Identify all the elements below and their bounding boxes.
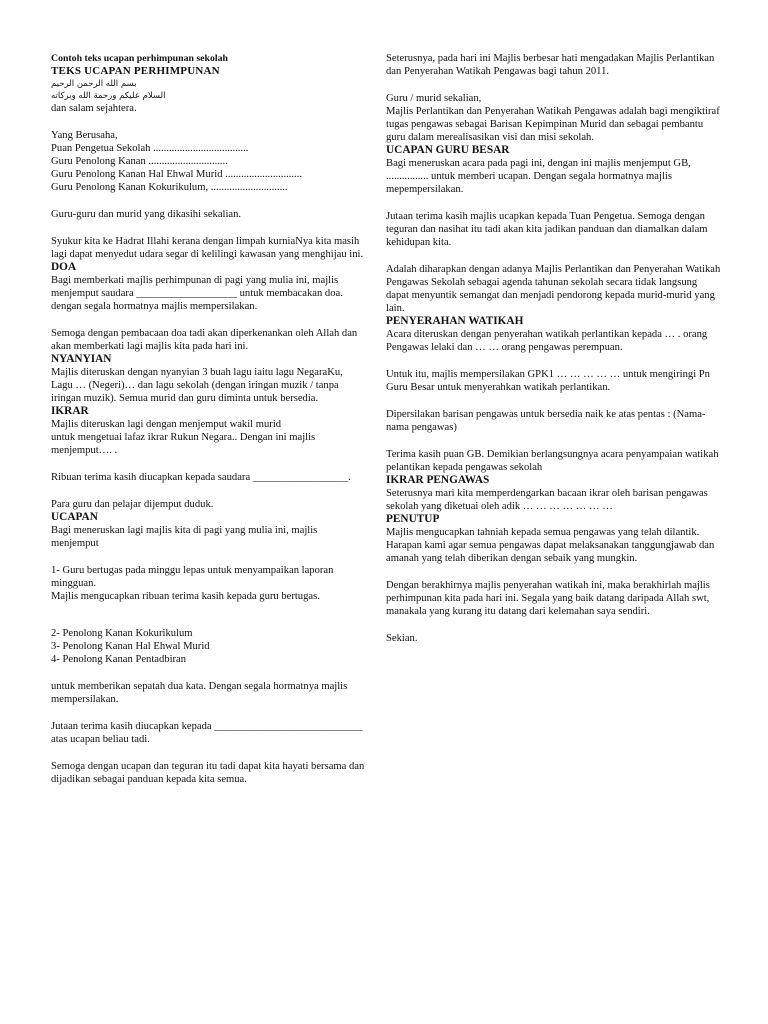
heading-ucapan: UCAPAN [51, 511, 98, 523]
paragraph-ribuan: Ribuan terima kasih diucapkan kepada saudara __________________. [51, 472, 351, 483]
paragraph-gb-2: Jutaan terima kasih majlis ucapkan kepada Tuan Pengetua. Semoga dengan teguran dan nasihat itu tadi akan kita jadikan panduan dan diamalkan dalam kehidupan kita. [386, 211, 708, 248]
paragraph-sekian: Sekian. [386, 633, 418, 644]
paragraph-penutup-1: Majlis mengucapkan tahniah kepada semua pengawas yang telah dilantik. Harapan kami agar semua pengawas dapat melaksanakan tanggungjawab dan amanah yang telah diberikan dengan sebaik yang mungkin. [386, 527, 715, 564]
heading-penutup: PENUTUP [386, 513, 440, 525]
left-column [51, 52, 367, 786]
paragraph-ucapan-1: Bagi meneruskan lagi majlis kita di pagi yang mulia ini, majlis menjemput [51, 525, 318, 549]
paragraph-gb-3: Adalah diharapkan dengan adanya Majlis Perlantikan dan Penyerahan Watikah Pengawas Sekolah sebagai agenda tahunan sekolah secara tidak langsung dapat menyuntik semangat dan menjadi pendorong kepada murid-murid yang lain. [386, 264, 721, 314]
arabic-salam: السلام عليكم ورحمة الله وبركاته [51, 91, 166, 101]
paragraph-ucapan-5: Jutaan terima kasih diucapkan kepada ____________________________ atas ucapan beliau tadi. [51, 721, 363, 745]
paragraph-ikrar: Majlis diteruskan lagi dengan menjemput wakil murid untuk mengetuai lafaz ikrar Rukun Negara.. Dengan ini majlis menjemput…. . [51, 419, 316, 456]
arabic-basmalah: بسم الله الرحمن الرحيم [51, 79, 137, 89]
paragraph-ucapan-2: 1- Guru bertugas pada minggu lepas untuk menyampaikan laporan mingguan. Majlis mengucapkan ribuan terima kasih kepada guru bertugas. [51, 565, 334, 602]
paragraph-penutup-2: Dengan berakhirnya majlis penyerahan watikah ini, maka berakhirlah majlis perhimpunan kita pada hari ini. Segala yang baik datang daripada Allah swt, manakala yang kurang itu datang dari kelemahan saya sendiri. [386, 580, 710, 617]
address-list: Yang Berusaha, Puan Pengetua Sekolah .................................... Guru Penolong Kanan .............................. Guru Penolong Kanan Hal Ehwal Murid ............................. Guru Penolong Kanan Kokurikulum, ............................. [51, 130, 302, 193]
heading-ucapan-guru-besar: UCAPAN GURU BESAR [386, 144, 510, 156]
heading-penyerahan-watikah: PENYERAHAN WATIKAH [386, 315, 524, 327]
paragraph-intro: Seterusnya, pada hari ini Majlis berbesar hati mengadakan Majlis Perlantikan dan Penyerahan Watikah Pengawas bagi tahun 2011. [386, 53, 715, 77]
paragraph-pw-4: Terima kasih puan GB. Demikian berlangsungnya acara penyampaian watikah pelantikan kepada pengawas sekolah [386, 449, 719, 473]
heading-ikrar: IKRAR [51, 405, 89, 417]
right-column [386, 52, 722, 645]
heading-nyanyian: NYANYIAN [51, 353, 112, 365]
paragraph-nyanyian: Majlis diteruskan dengan nyanyian 3 buah lagu iaitu lagu NegaraKu, Lagu … (Negeri)… dan lagu sekolah (dengan iringan muzik / tanpa iringan muzik). Semua murid dan guru diminta untuk bersedia. [51, 367, 343, 404]
paragraph-doa-2: Semoga dengan pembacaan doa tadi akan diperkenankan oleh Allah dan akan memberkati lagi majlis kita pada hari ini. [51, 328, 358, 352]
paragraph-greeting: Guru-guru dan murid yang dikasihi sekalian. [51, 209, 242, 220]
paragraph-syukur: Syukur kita ke Hadrat Illahi kerana dengan limpah kurniaNya kita masih lagi dapat menyedut udara segar di kelilingi kawasan yang menghijau ini. [51, 236, 364, 260]
paragraph-ikrar-pengawas: Seterusnya mari kita memperdengarkan bacaan ikrar oleh barisan pengawas sekolah yang diketuai oleh adik … … … … … … … [386, 488, 708, 512]
paragraph-doa-1: Bagi memberkati majlis perhimpunan di pagi yang mulia ini, majlis menjemput saudara ___________________ untuk membacakan doa. dengan segala hormatnya majlis mempersilakan. [51, 275, 343, 312]
salam-text: dan salam sejahtera. [51, 103, 137, 114]
paragraph-ucapan-3: 2- Penolong Kanan Kokurikulum 3- Penolong Kanan Hal Ehwal Murid 4- Penolong Kanan Pentadbiran [51, 628, 210, 665]
paragraph-pw-2: Untuk itu, majlis mempersilakan GPK1 … … … … … untuk mengiringi Pn Guru Besar untuk menyerahkan watikah perlantikan. [386, 369, 710, 393]
paragraph-ucapan-6: Semoga dengan ucapan dan teguran itu tadi dapat kita hayati bersama dan dijadikan sebagai panduan kepada kita semua. [51, 761, 365, 785]
heading-ikrar-pengawas: IKRAR PENGAWAS [386, 474, 490, 486]
document-caption: Contoh teks ucapan perhimpunan sekolah [51, 53, 228, 64]
paragraph-gb-1: Bagi meneruskan acara pada pagi ini, dengan ini majlis menjemput GB, ................ untuk memberi ucapan. Dengan segala hormatnya majlis mepempersilakan. [386, 158, 691, 195]
speech-title: TEKS UCAPAN PERHIMPUNAN [51, 65, 220, 77]
paragraph-ucapan-4: untuk memberikan sepatah dua kata. Dengan segala hormatnya majlis mempersilakan. [51, 681, 348, 705]
paragraph-guru-murid: Guru / murid sekalian, Majlis Perlantikan dan Penyerahan Watikah Pengawas adalah bagi mengiktiraf tugas pengawas sebagai Barisan Kepimpinan Murid dan sebagai pembantu guru dalam merealisasikan visi dan misi sekolah. [386, 93, 720, 143]
paragraph-pw-1: Acara diteruskan dengan penyerahan watikah perlantikan kepada … . orang Pengawas lelaki dan … … orang pengawas perempuan. [386, 329, 708, 353]
paragraph-pw-3: Dipersilakan barisan pengawas untuk bersedia naik ke atas pentas : (Nama-nama pengawas) [386, 409, 706, 433]
heading-doa: DOA [51, 261, 77, 273]
paragraph-duduk: Para guru dan pelajar dijemput duduk. [51, 499, 214, 510]
